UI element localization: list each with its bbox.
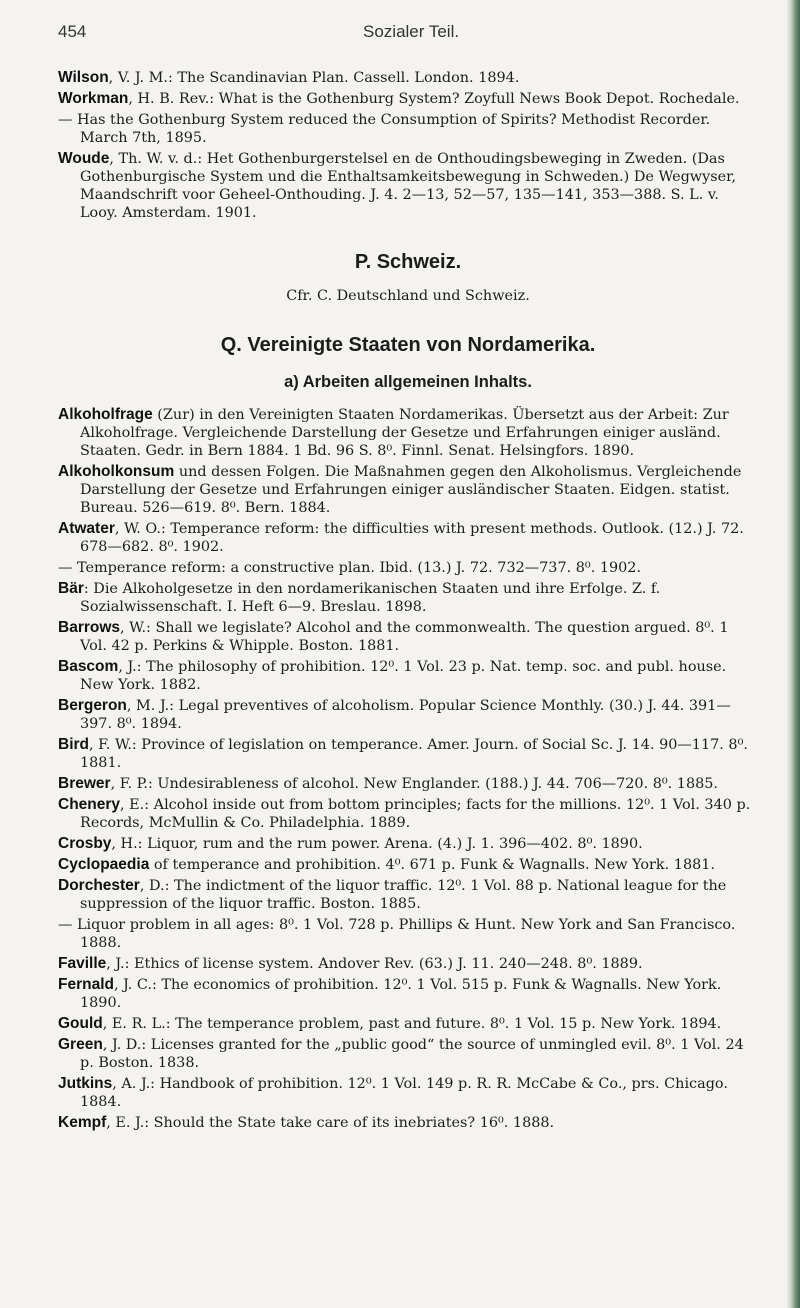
entry-author: Jutkins <box>58 1075 113 1092</box>
entry-author: Bär <box>58 580 84 597</box>
entry-citation: , F. P.: Undesirableness of alcohol. New Englander. (188.) J. 44. 706—720. 8⁰. 1885. <box>110 776 719 792</box>
entry-author: Kempf <box>58 1114 107 1131</box>
page-number: 454 <box>58 22 87 41</box>
bibliography-entry <box>58 736 758 772</box>
entry-author: Fernald <box>58 976 114 993</box>
entry-citation: , J. D.: Licenses granted for the „public good“ the source of unmingled evil. 8⁰. 1 Vol. 24 p. Boston. 1838. <box>80 1037 744 1071</box>
entry-author: Bascom <box>58 658 119 675</box>
entry-author: Gould <box>58 1015 103 1032</box>
bibliography-entry <box>58 916 758 952</box>
page-edge-shadow <box>786 0 800 1308</box>
section-q-subtitle: a) Arbeiten allgemeinen Inhalts. <box>284 373 532 391</box>
entry-citation: , E. J.: Should the State take care of its inebriates? 16⁰. 1888. <box>106 1115 555 1131</box>
bibliography-entry <box>58 520 758 556</box>
entry-citation: , D.: The indictment of the liquor traffic. 12⁰. 1 Vol. 88 p. National league for the suppression of the liquor traffic. Boston. 1885. <box>80 878 727 912</box>
bibliography-entry <box>58 955 758 973</box>
page-header <box>58 22 748 46</box>
running-title: Sozialer Teil. <box>363 22 460 41</box>
bibliography-entry <box>58 775 758 793</box>
entry-citation: (Zur) in den Vereinigten Staaten Nordamerikas. Übersetzt aus der Arbeit: Zur Alkoholfrage. Vergleichende Darstellung der Gesetze und Erfahrungen einiger ausländ. Staaten. Gedr. in Bern 1884. 1 Bd. 96 S. 8⁰. Finnl. Senat. Helsingfors. 1890. <box>80 407 729 459</box>
entry-author: Atwater <box>58 520 115 537</box>
entry-citation: , W.: Shall we legislate? Alcohol and the commonwealth. The question argued. 8⁰. 1 Vol. 42 p. Perkins & Whipple. Boston. 1881. <box>80 620 729 654</box>
bibliography-entry <box>58 1015 758 1033</box>
entry-citation: , F. W.: Province of legislation on temperance. Amer. Journ. of Social Sc. J. 14. 90—117. 8⁰. 1881. <box>80 737 748 771</box>
entry-author: Bird <box>58 736 89 753</box>
bibliography-entry <box>58 796 758 832</box>
entry-citation: , H. B. Rev.: What is the Gothenburg System? Zoyfull News Book Depot. Rochedale. <box>128 91 740 107</box>
entry-citation: , M. J.: Legal preventives of alcoholism. Popular Science Monthly. (30.) J. 44. 391—397. 8⁰. 1894. <box>80 698 731 732</box>
entry-citation: , A. J.: Handbook of prohibition. 12⁰. 1 Vol. 149 p. R. R. McCabe & Co., prs. Chicago. 1884. <box>80 1076 728 1110</box>
entry-citation: , Th. W. v. d.: Het Gothenburgerstelsel en de Onthoudingsbeweging in Zweden. (Das Gothenburgische System und die Enthaltsamkeitsbewegung in Schweden.) De Wegwyser, Maandschrift voor Geheel-Onthouding. J. 4. 2—13, 52—57, 135—141, 353—388. S. L. v. Looy. Amsterdam. 1901. <box>80 151 737 221</box>
section-q-title: Q. Vereinigte Staaten von Nordamerika. <box>220 334 596 356</box>
entry-citation: , E.: Alcohol inside out from bottom principles; facts for the millions. 12⁰. 1 Vol. 340 p. Records, McMullin & Co. Philadelphia. 1889. <box>80 797 751 831</box>
entry-author: Faville <box>58 955 107 972</box>
bibliography-entry <box>58 1036 758 1072</box>
entry-citation: — Temperance reform: a constructive plan. Ibid. (13.) J. 72. 732—737. 8⁰. 1902. <box>58 560 642 576</box>
entry-citation: — Liquor problem in all ages: 8⁰. 1 Vol. 728 p. Phillips & Hunt. New York and San Francisco. 1888. <box>58 917 736 951</box>
text-column <box>58 69 758 1135</box>
entry-author: Barrows <box>58 619 121 636</box>
entry-author: Bergeron <box>58 697 127 714</box>
entry-author: Cyclopaedia <box>58 856 150 873</box>
bibliography-entry <box>58 69 758 87</box>
entry-citation: und dessen Folgen. Die Maßnahmen gegen den Alkoholismus. Vergleichende Darstellung der Gesetze und Erfahrungen einiger ausländischer Staaten. Eidgen. statist. Bureau. 526—619. 8⁰. Bern. 1884. <box>80 464 742 516</box>
entry-citation: , J.: Ethics of license system. Andover Rev. (63.) J. 11. 240—248. 8⁰. 1889. <box>106 956 643 972</box>
bibliography-entry <box>58 658 758 694</box>
section-p-crossref: Cfr. C. Deutschland und Schweiz. <box>286 288 530 304</box>
bibliography-entry <box>58 559 758 577</box>
bibliography-entry <box>58 111 758 147</box>
entry-author: Brewer <box>58 775 111 792</box>
entry-author: Wilson <box>58 69 109 86</box>
entry-citation: , E. R. L.: The temperance problem, past and future. 8⁰. 1 Vol. 15 p. New York. 1894. <box>102 1016 722 1032</box>
bibliography-entry <box>58 619 758 655</box>
bibliography-entry <box>58 150 758 222</box>
entries-top <box>58 69 758 222</box>
bibliography-entry <box>58 976 758 1012</box>
entry-citation: : Die Alkoholgesetze in den nordamerikanischen Staaten und ihre Erfolge. Z. f. Sozialwissenschaft. I. Heft 6—9. Breslau. 1898. <box>80 581 661 615</box>
entry-citation: , J.: The philosophy of prohibition. 12⁰. 1 Vol. 23 p. Nat. temp. soc. and publ. house. New York. 1882. <box>80 659 727 693</box>
bibliography-entry <box>58 877 758 913</box>
bibliography-entry <box>58 856 758 874</box>
entry-citation: of temperance and prohibition. 4⁰. 671 p. Funk & Wagnalls. New York. 1881. <box>149 857 715 873</box>
entry-citation: , J. C.: The economics of prohibition. 12⁰. 1 Vol. 515 p. Funk & Wagnalls. New York. 1890. <box>80 977 722 1011</box>
entry-author: Alkoholkonsum <box>58 463 175 480</box>
bibliography-entry <box>58 580 758 616</box>
entry-author: Chenery <box>58 796 121 813</box>
bibliography-entry <box>58 697 758 733</box>
entry-citation: , V. J. M.: The Scandinavian Plan. Cassell. London. 1894. <box>108 70 520 86</box>
entry-author: Dorchester <box>58 877 140 894</box>
entry-citation: , H.: Liquor, rum and the rum power. Arena. (4.) J. 1. 396—402. 8⁰. 1890. <box>111 836 643 852</box>
entry-author: Workman <box>58 90 129 107</box>
entry-author: Green <box>58 1036 103 1053</box>
entry-author: Woude <box>58 150 110 167</box>
bibliography-entry <box>58 1114 758 1132</box>
entry-citation: — Has the Gothenburg System reduced the Consumption of Spirits? Methodist Recorder. March 7th, 1895. <box>58 112 711 146</box>
bibliography-entry <box>58 835 758 853</box>
entry-citation: , W. O.: Temperance reform: the difficulties with present methods. Outlook. (12.) J. 72. 678—682. 8⁰. 1902. <box>80 521 744 555</box>
entry-author: Crosby <box>58 835 112 852</box>
bibliography-entry <box>58 1075 758 1111</box>
entry-author: Alkoholfrage <box>58 406 153 423</box>
entries-q <box>58 406 758 1132</box>
bibliography-entry <box>58 90 758 108</box>
bibliography-entry <box>58 406 758 460</box>
section-p-title: P. Schweiz. <box>354 251 462 273</box>
bibliography-entry <box>58 463 758 517</box>
